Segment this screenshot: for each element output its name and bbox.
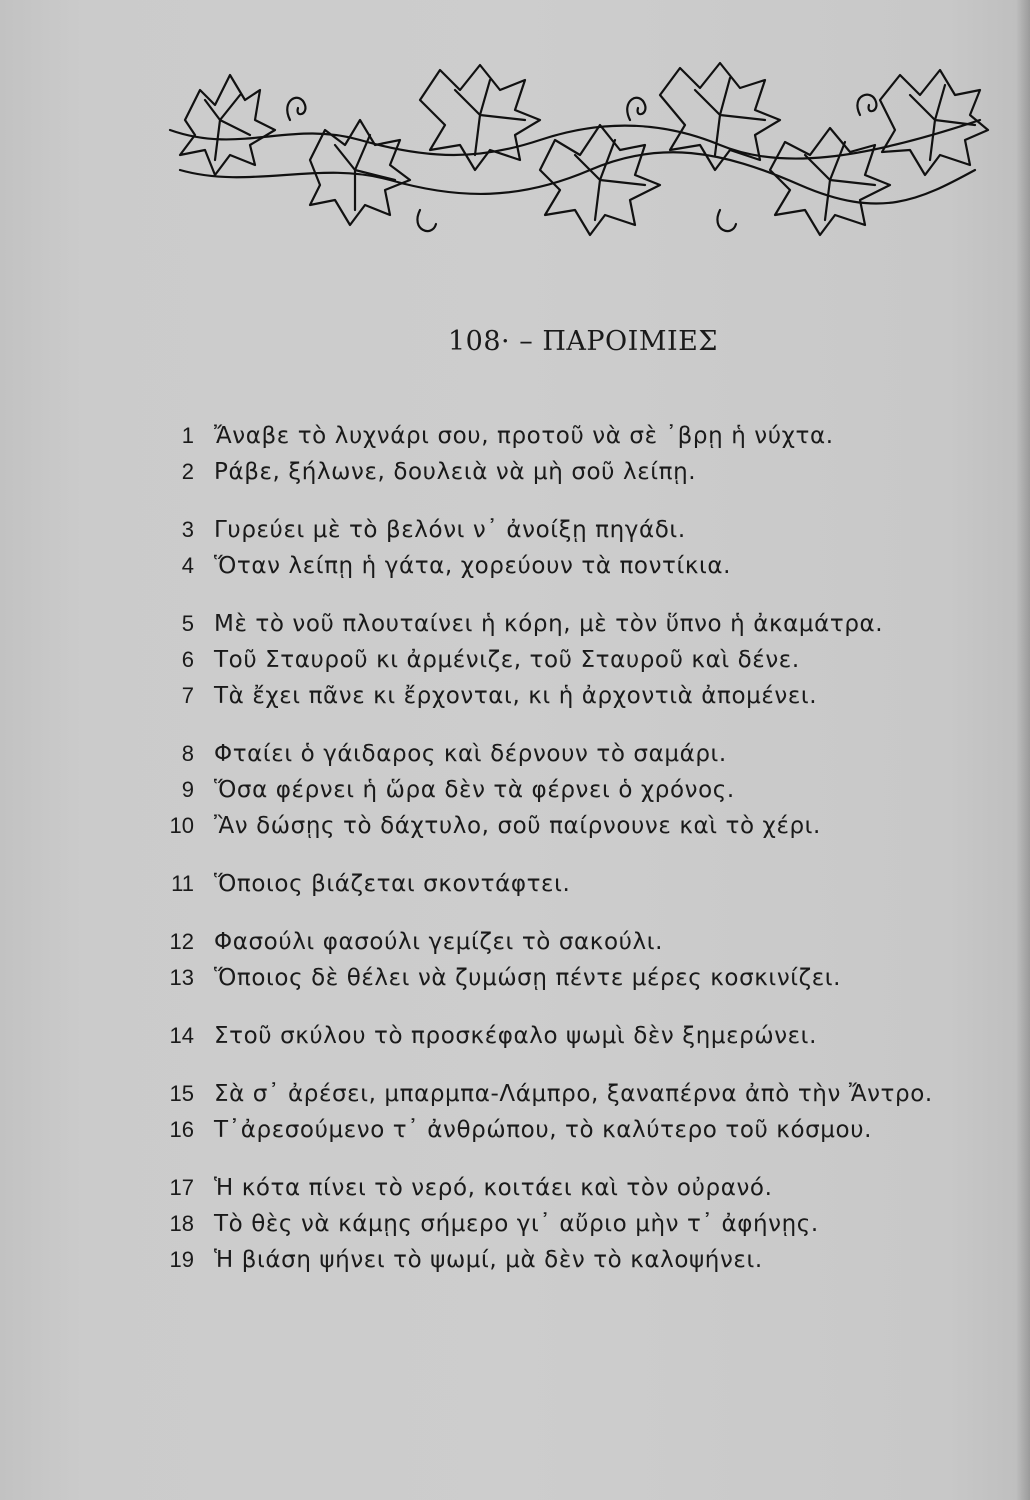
- section-title: ΠΑΡΟΙΜΙΕΣ: [542, 326, 718, 357]
- proverb-line: [160, 454, 980, 490]
- proverb-number: 2: [181, 459, 194, 484]
- page-edge-shadow: [1016, 0, 1030, 1500]
- proverb-number: 7: [181, 683, 194, 708]
- proverb-number: 10: [169, 813, 194, 838]
- proverb-text: Φασούλι φασούλι γεμίζει τὸ σακούλι.: [214, 929, 664, 955]
- proverb-number: 1: [181, 423, 194, 448]
- proverb-number: 18: [169, 1211, 194, 1236]
- proverb-number: 12: [169, 929, 194, 954]
- proverb-line: [160, 548, 980, 584]
- proverb-text: Γυρεύει μὲ τὸ βελόνι ν᾽ ἀνοίξῃ πηγάδι.: [214, 517, 686, 543]
- proverb-line: [160, 772, 980, 808]
- proverb-list: [160, 418, 980, 1278]
- proverb-text: Ὅσα φέρνει ἡ ὥρα δὲν τὰ φέρνει ὁ χρόνος.: [214, 777, 735, 803]
- page-title: [448, 326, 718, 357]
- proverb-number: 9: [181, 777, 194, 802]
- proverb-text: Ἡ βιάση ψήνει τὸ ψωμί, μὰ δὲν τὸ καλοψήνει.: [214, 1247, 763, 1273]
- proverb-number: 11: [171, 871, 194, 896]
- proverb-number: 4: [181, 553, 194, 578]
- proverb-number: 5: [181, 611, 194, 636]
- proverb-text: Μὲ τὸ νοῦ πλουταίνει ἡ κόρη, μὲ τὸν ὕπνο ἡ ἀκαμάτρα.: [214, 611, 884, 637]
- proverb-line: [160, 512, 980, 548]
- vine-leaf-border-icon: [160, 60, 990, 250]
- proverb-text: Σὰ σ᾽ ἀρέσει, μπαρμπα-Λάμπρο, ξαναπέρνα ἀπὸ τὴν Ἄντρο.: [214, 1081, 933, 1107]
- proverb-text: Στοῦ σκύλου τὸ προσκέφαλο ψωμὶ δὲν ξημερώνει.: [214, 1023, 817, 1049]
- proverb-text: Τὸ θὲς νὰ κάμῃς σήμερο γι᾽ αὔριο μὴν τ᾽ ἀφήνῃς.: [214, 1211, 819, 1237]
- proverb-text: Ράβε, ξήλωνε, δουλειὰ νὰ μὴ σοῦ λείπῃ.: [214, 459, 697, 485]
- proverb-text: Τὰ ἔχει πᾶνε κι ἔρχονται, κι ἡ ἀρχοντιὰ ἀπομένει.: [214, 683, 818, 709]
- proverb-text: Ὅποιος βιάζεται σκοντάφτει.: [214, 871, 571, 897]
- proverb-number: 15: [169, 1081, 194, 1106]
- proverb-text: Τοῦ Σταυροῦ κι ἀρμένιζε, τοῦ Σταυροῦ καὶ δένε.: [214, 647, 800, 673]
- proverb-text: Ὅταν λείπῃ ἡ γάτα, χορεύουν τὰ ποντίκια.: [214, 553, 732, 579]
- proverb-line: [160, 736, 980, 772]
- proverb-number: 17: [169, 1175, 194, 1200]
- proverb-number: 6: [181, 647, 194, 672]
- proverb-line: [160, 642, 980, 678]
- proverb-line: [160, 1076, 980, 1112]
- proverb-line: [160, 1018, 980, 1054]
- proverb-line: [160, 960, 980, 996]
- proverb-line: [160, 924, 980, 960]
- proverb-line: [160, 808, 980, 844]
- proverb-number: 16: [169, 1117, 194, 1142]
- proverb-line: [160, 1206, 980, 1242]
- proverb-text: Ἡ κότα πίνει τὸ νερό, κοιτάει καὶ τὸν οὐρανό.: [214, 1175, 773, 1201]
- proverb-text: Φταίει ὁ γάιδαρος καὶ δέρνουν τὸ σαμάρι.: [214, 741, 727, 767]
- proverb-line: [160, 678, 980, 714]
- proverb-number: 3: [181, 517, 194, 542]
- proverb-text: Ὅποιος δὲ θέλει νὰ ζυμώσῃ πέντε μέρες κοσκινίζει.: [214, 965, 842, 991]
- section-number: 108·: [448, 326, 511, 357]
- proverb-number: 13: [169, 965, 194, 990]
- proverb-line: [160, 418, 980, 454]
- proverb-line: [160, 1170, 980, 1206]
- title-dash: –: [519, 326, 534, 357]
- proverb-number: 8: [181, 741, 194, 766]
- proverb-line: [160, 606, 980, 642]
- proverb-text: Ἄναβε τὸ λυχνάρι σου, προτοῦ νὰ σὲ ᾽βρῃ ἡ νύχτα.: [214, 423, 834, 449]
- proverb-text: Ἂν δώσῃς τὸ δάχτυλο, σοῦ παίρνουνε καὶ τὸ χέρι.: [214, 813, 821, 839]
- proverb-text: Τ᾽ἀρεσούμενο τ᾽ ἀνθρώπου, τὸ καλύτερο τοῦ κόσμου.: [214, 1117, 873, 1143]
- proverb-number: 14: [169, 1023, 194, 1048]
- proverb-line: [160, 1112, 980, 1148]
- proverb-number: 19: [169, 1247, 194, 1272]
- proverb-line: [160, 866, 980, 902]
- proverb-line: [160, 1242, 980, 1278]
